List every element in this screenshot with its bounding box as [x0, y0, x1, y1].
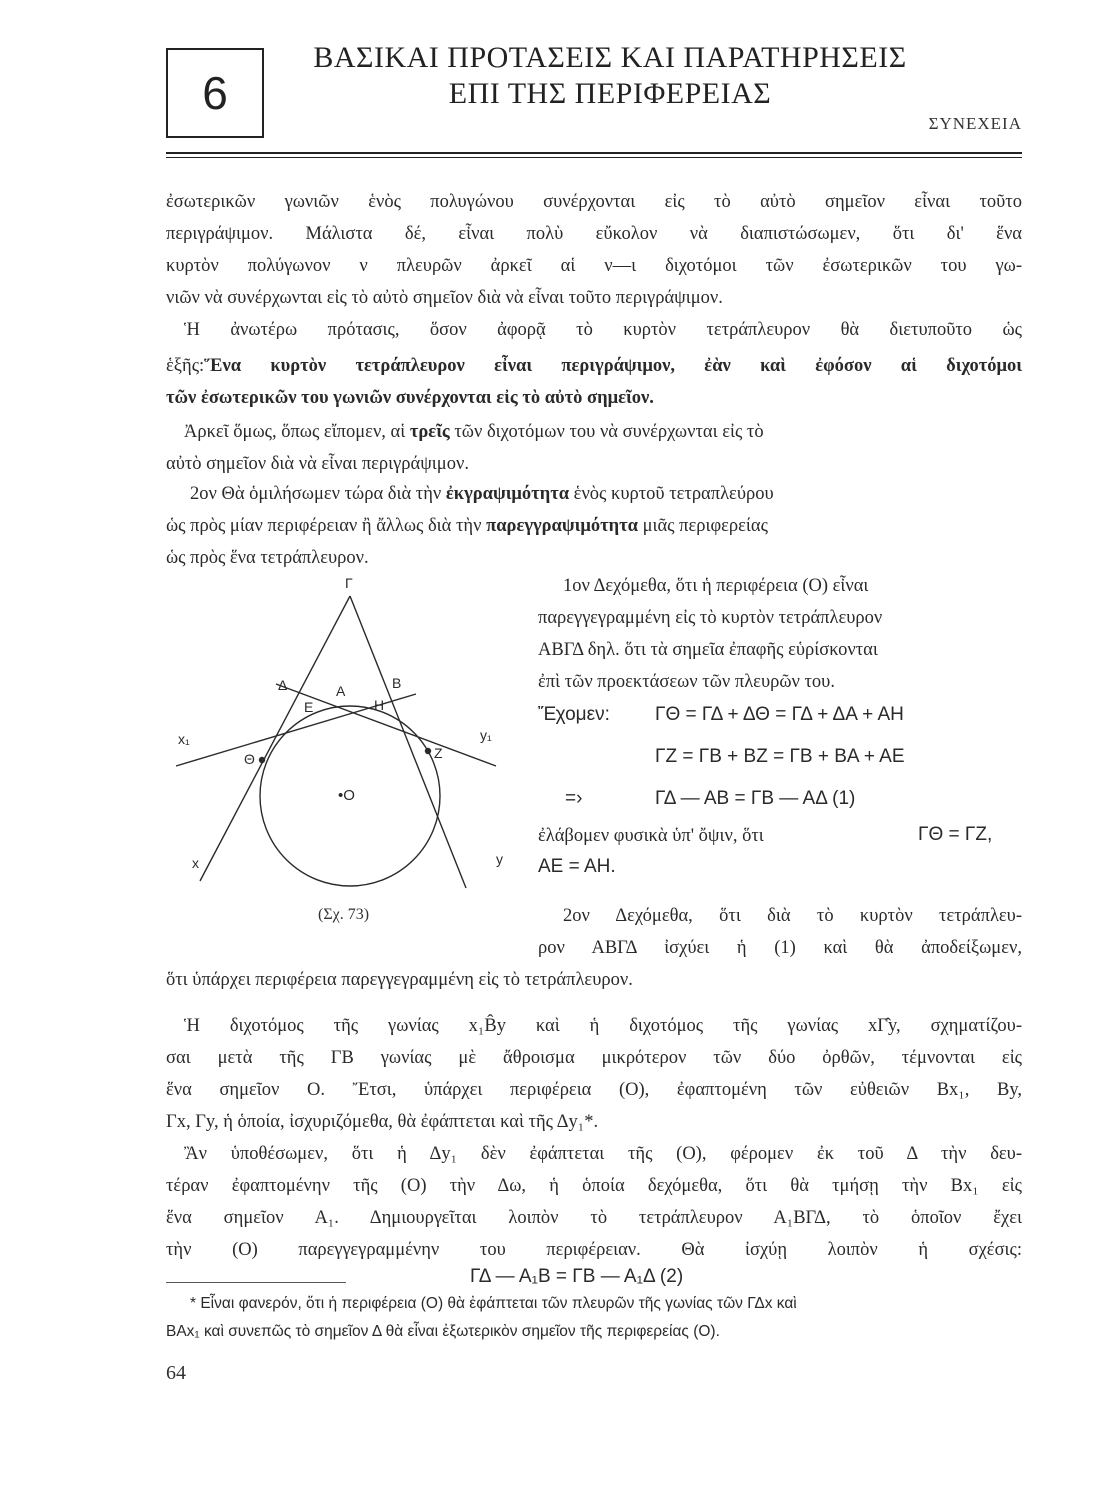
body-line: Ἡ διχοτόμος τῆς γωνίας x₁B̂y καὶ ἡ διχοτόμος τῆς γωνίας xΓ̂y, σχηματίζου-: [184, 1016, 1022, 1036]
emphasis-text: ἐκγραψιμότητα: [445, 484, 570, 504]
label-center-o: •Ο: [338, 787, 355, 804]
label-y: y: [496, 851, 503, 867]
body-line: ΑΒΓΔ δηλ. ὅτι τὰ σημεῖα ἐπαφῆς εὑρίσκονται: [538, 640, 878, 660]
body-line: ἐλάβομεν φυσικὰ ὑπ' ὄψιν, ὅτι: [538, 826, 764, 846]
chapter-title-line-1: ΒΑΣΙΚΑΙ ΠΡΟΤΑΣΕΙΣ ΚΑΙ ΠΑΡΑΤΗΡΗΣΕΙΣ: [313, 41, 907, 74]
header-rule-thick: [166, 152, 1022, 154]
chapter-title-line-2: ΕΠΙ ΤΗΣ ΠΕΡΙΦΕΡΕΙΑΣ: [448, 77, 772, 110]
body-line: ἕνα σημεῖον Ο. Ἔτσι, ὑπάρχει περιφέρεια (Ο), ἐφαπτομένη τῶν εὐθειῶν Βx₁, Βy,: [166, 1080, 1022, 1100]
body-line: τέραν ἐφαπτομένην τῆς (Ο) τὴν Δω, ἡ ὁποία δεχόμεθα, ὅτι θὰ τμήσῃ τὴν Βx₁ εἰς: [166, 1176, 1022, 1196]
chapter-number-box: [166, 48, 264, 138]
body-line: [184, 420, 1022, 444]
label-epsilon: Ε: [304, 699, 314, 715]
equation-label: Ἔχομεν:: [538, 704, 610, 725]
body-text: 2ον Θὰ ὁμιλήσωμεν τώρα διὰ τὴν: [190, 484, 446, 504]
chapter-number: 6: [202, 67, 228, 119]
footnote-line: * Εἶναι φανερόν, ὅτι ἡ περιφέρεια (Ο) θὰ ἐφάπτεται τῶν πλευρῶν τῆς γωνίας τῶν ΓΔx καὶ: [190, 1295, 797, 1312]
body-line: 1ον Δεχόμεθα, ὅτι ἡ περιφέρεια (Ο) εἶναι: [563, 576, 869, 596]
page-number: 64: [166, 1362, 186, 1384]
body-line: τὴν (Ο) παρεγγεγραμμένην του περιφέρειαν. Θὰ ἰσχύῃ λοιπὸν ἡ σχέσις:: [166, 1240, 1022, 1260]
body-line: [190, 482, 1022, 506]
geometry-figure: [166, 566, 526, 926]
label-eta: Η: [374, 697, 385, 713]
body-line: κυρτὸν πολύγωνον ν πλευρῶν ἀρκεῖ αἱ ν—ι διχοτόμοι τῶν ἐσωτερικῶν του γω-: [166, 256, 1022, 276]
equation-3: ΓΔ — ΑΒ = ΓΒ — ΑΔ (1): [655, 788, 856, 809]
body-line: ὡς πρὸς ἕνα τετράπλευρον.: [166, 548, 369, 568]
theorem-text: Ἕνα κυρτὸν τετράπλευρον εἶναι περιγράψιμον, ἐὰν καὶ ἐφόσον αἱ διχοτόμοι: [204, 356, 1022, 376]
label-y1: y₁: [480, 727, 492, 743]
equation-inline: ΓΘ = ΓΖ,: [918, 824, 993, 845]
tangent-point-theta: [260, 758, 265, 763]
label-gamma: Γ: [345, 575, 353, 591]
label-x1: x₁: [178, 731, 190, 747]
implies-arrow: =›: [565, 788, 583, 809]
body-line: αὐτὸ σημεῖον διὰ νὰ εἶναι περιγράψιμον.: [166, 454, 469, 474]
body-line: Ἂν ὑποθέσωμεν, ὅτι ἡ Δy₁ δὲν ἐφάπτεται τῆς (Ο), φέρομεν ἐκ τοῦ Δ τὴν δευ-: [184, 1144, 1022, 1164]
line-gamma-x: [200, 596, 350, 881]
body-text: μιᾶς περιφερείας: [637, 516, 768, 536]
equation-4: ΓΔ — Α₁Β = ΓΒ — Α₁Δ (2): [470, 1266, 684, 1287]
body-line: ἕνα σημεῖον Α₁. Δημιουργεῖται λοιπὸν τὸ τετράπλευρον Α₁ΒΓΔ, τὸ ὁποῖον ἔχει: [166, 1208, 1022, 1228]
footnote-line: ΒΑx₁ καὶ συνεπῶς τὸ σημεῖον Δ θὰ εἶναι ἐξωτερικὸν σημεῖον τῆς περιφερείας (Ο).: [166, 1323, 720, 1340]
body-line: νιῶν νὰ συνέρχωνται εἰς τὸ αὐτὸ σημεῖον διὰ νὰ εἶναι τοῦτο περιγράψιμον.: [166, 288, 723, 308]
body-line: 2ον Δεχόμεθα, ὅτι διὰ τὸ κυρτὸν τετράπλευ-: [563, 906, 1022, 926]
body-line: Γx, Γy, ἡ ὁποία, ἰσχυριζόμεθα, θὰ ἐφάπτεται καὶ τῆς Δy₁*.: [166, 1112, 599, 1132]
body-line: σαι μετὰ τῆς ΓΒ γωνίας μὲ ἄθροισμα μικρότερον τῶν δύο ὀρθῶν, τέμνονται εἰς: [166, 1048, 1022, 1068]
label-zeta: Ζ: [434, 745, 443, 761]
body-line: ἐπὶ τῶν προεκτάσεων τῶν πλευρῶν του.: [538, 672, 835, 692]
line-delta-y1: [276, 684, 496, 766]
label-beta: Β: [392, 675, 402, 691]
body-text: Ἀρκεῖ ὅμως, ὅπως εἴπομεν, αἱ: [184, 422, 410, 442]
chapter-title: [270, 40, 950, 112]
body-line: [166, 354, 1022, 378]
label-delta: Δ: [278, 677, 288, 693]
body-line: [166, 386, 654, 410]
equation-2: ΓΖ = ΓΒ + ΒΖ = ΓΒ + ΒΑ + ΑΕ: [655, 746, 905, 767]
body-line: ρον ΑΒΓΔ ἰσχύει ἡ (1) καὶ θὰ ἀποδείξωμεν,: [538, 938, 1022, 958]
body-line: [166, 514, 1022, 538]
label-theta: Θ: [244, 751, 255, 767]
label-alpha: Α: [336, 683, 346, 699]
equation-inline: ΑΕ = ΑΗ.: [538, 856, 616, 877]
body-line: Ἡ ἀνωτέρω πρότασις, ὅσον ἀφορᾷ τὸ κυρτὸν τετράπλευρον θὰ διετυποῦτο ὡς: [184, 320, 1022, 340]
body-text: τῶν διχοτόμων του νὰ συνέρχωνται εἰς τὸ: [449, 422, 764, 442]
body-text: ἑνὸς κυρτοῦ τετραπλεύρου: [569, 484, 774, 504]
header-rule-thin: [166, 157, 1022, 158]
footnote-rule: [166, 1282, 346, 1283]
figure-caption: (Σχ. 73): [318, 906, 370, 923]
theorem-text: τῶν ἐσωτερικῶν του γωνιῶν συνέρχονται εἰς τὸ αὐτὸ σημεῖον.: [166, 388, 654, 408]
tangent-point-zeta: [426, 749, 431, 754]
body-line: ἐσωτερικῶν γωνιῶν ἑνὸς πολυγώνου συνέρχονται εἰς τὸ αὐτὸ σημεῖον εἶναι τοῦτο: [166, 192, 1022, 212]
line-gamma-y: [350, 596, 466, 888]
equation-1: ΓΘ = ΓΔ + ΔΘ = ΓΔ + ΔΑ + ΑΗ: [655, 704, 904, 725]
emphasis-text: παρεγγραψιμότητα: [486, 516, 638, 536]
continuation-label: ΣΥΝΕΧΕΙΑ: [928, 114, 1022, 133]
body-line: παρεγγεγραμμένη εἰς τὸ κυρτὸν τετράπλευρον: [538, 608, 883, 628]
body-text: ὡς πρὸς μίαν περιφέρειαν ἢ ἄλλως διὰ τὴν: [166, 516, 487, 536]
body-text: ἑξῆς:: [166, 356, 205, 376]
body-line: ὅτι ὑπάρχει περιφέρεια παρεγγεγραμμένη εἰς τὸ τετράπλευρον.: [166, 970, 633, 990]
label-x: x: [192, 855, 199, 871]
body-line: περιγράψιμον. Μάλιστα δέ, εἶναι πολὺ εὔκολον νὰ διαπιστώσωμεν, ὅτι δι' ἕνα: [166, 224, 1022, 244]
emphasis-text: τρεῖς: [409, 422, 450, 442]
